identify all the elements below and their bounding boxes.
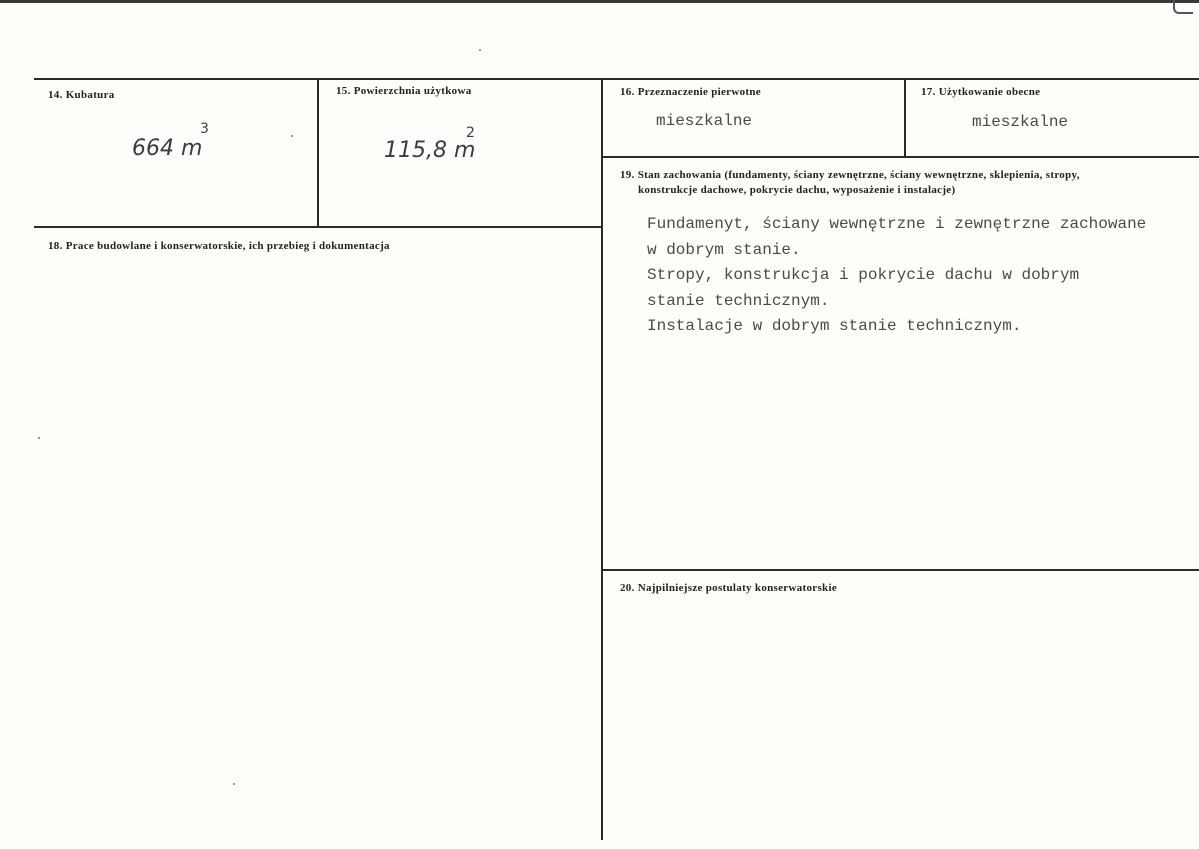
field-16-label: 16. Przeznaczenie pierwotne [620, 86, 761, 98]
corner-mark [1173, 0, 1193, 14]
field-15-label: 15. Powierzchnia użytkowa [336, 85, 472, 97]
field-18-label: 18. Prace budowlane i konserwatorskie, ich przebieg i dokumentacja [48, 240, 390, 252]
col-center-divider [601, 78, 603, 840]
paper-speck [233, 783, 235, 785]
field-20-label: 20. Najpilniejsze postulaty konserwatorskie [620, 582, 838, 594]
page-top-edge [0, 0, 1199, 3]
paper-speck [38, 437, 40, 439]
field-19-line: stanie technicznym. [647, 291, 830, 310]
field-19-line: Fundamenyt, ściany wewnętrzne i zewnętrzne zachowane [647, 215, 1147, 233]
field-15-value: 115,8 m [384, 138, 476, 163]
field-17-value: mieszkalne [972, 113, 1069, 131]
field-19-label-line2: konstrukcje dachowe, pokrycie dachu, wyposażenie i instalacje) [638, 184, 956, 196]
col-16-17-divider [904, 78, 906, 158]
field-14-value: 664 m [132, 136, 203, 161]
field-15-unit-exponent: 2 [466, 125, 475, 141]
field-19-line: Stropy, konstrukcja i pokrycie dachu w dobrym [647, 266, 1080, 284]
field-17-label: 17. Użytkowanie obecne [921, 86, 1041, 98]
col-14-15-divider [317, 78, 319, 228]
paper-speck [291, 135, 293, 137]
field-14-label: 14. Kubatura [48, 89, 115, 101]
field-19-line: Instalacje w dobrym stanie technicznym. [647, 317, 1022, 335]
field-19-text [647, 212, 1146, 340]
field-19-line: w dobrym stanie. [647, 240, 801, 259]
row-top-border [34, 78, 1199, 80]
field-19-label-line1: 19. Stan zachowania (fundamenty, ściany zewnętrzne, ściany wewnętrzne, sklepienia, stropy, [620, 169, 1080, 181]
paper-speck [479, 49, 481, 51]
field-14-unit-exponent: 3 [200, 121, 209, 137]
field-16-value: mieszkalne [656, 112, 753, 130]
row-16-bottom-border [603, 156, 1199, 158]
row-19-bottom-border [603, 569, 1199, 571]
